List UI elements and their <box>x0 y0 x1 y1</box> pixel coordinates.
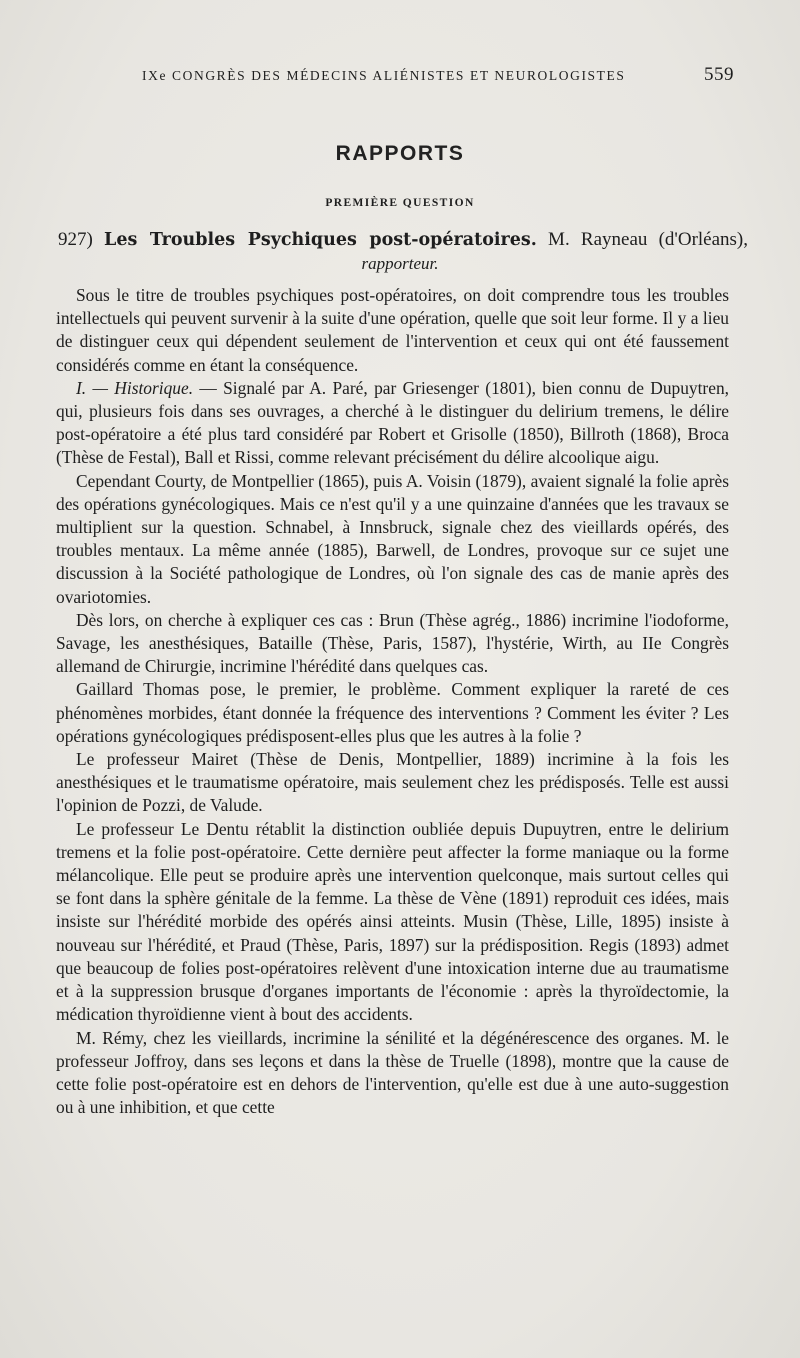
subsection-title: PREMIÈRE QUESTION <box>325 197 475 209</box>
paragraph: Sous le titre de troubles psychiques post-opératoires, on doit comprendre tous les troubles intellectuels qui peuvent survenir à la suite d'une opération, quelle que soit leur forme. Il y a lieu de distinguer ceux qui dépendent seulement de l'intervention et ceux qui ont été faussement considérés comme en étant la conséquence. <box>56 285 729 375</box>
historique-text: — Signalé par A. Paré, par Griesenger (1801), bien connu de Dupuytren, qui, plusieurs fois dans ses ouvrages, a cherché à le distinguer du delirium tremens, le délire post-opératoire a été plus tard considéré par Robert et Grisolle (1850), Billroth (1868), Broca (Thèse de Festal), Ball et Rissi, comme relevant précisément du délire alcoolique aigu. <box>56 377 729 468</box>
paragraph: Le professeur Mairet (Thèse de Denis, Montpellier, 1889) incrimine à la fois les anesthésiques et le traumatisme opératoire, mais seulement chez les prédisposés. Telle est aussi l'opinion de Pozzi, de Valude. <box>56 749 729 816</box>
article-heading <box>58 228 748 252</box>
article-role: rapporteur. <box>361 254 439 273</box>
running-header <box>142 64 734 86</box>
paragraph-historique <box>56 377 729 470</box>
article-number: 927) <box>58 229 93 250</box>
article-title: Les Troubles Psychiques post-opératoires. <box>104 230 537 250</box>
body-text <box>56 284 729 1119</box>
historique-label: I. — Historique. <box>76 377 194 398</box>
article-author: M. Rayneau (d'Orléans), <box>548 229 749 250</box>
paragraph: Dès lors, on cherche à expliquer ces cas : Brun (Thèse agrég., 1886) incrimine l'iodoforme, Savage, les anesthésiques, Bataille (Thèse, Paris, 1587), l'hystérie, Wirth, au IIe Congrès allemand de Chirurgie, incrimine l'hérédité dans quelques cas. <box>56 609 729 677</box>
section-title: RAPPORTS <box>335 142 465 165</box>
page-number: 559 <box>704 64 734 85</box>
paragraph: Gaillard Thomas pose, le premier, le problème. Comment expliquer la rareté de ces phénomènes morbides, étant donnée la fréquence des interventions ? Comment les éviter ? Les opérations gynécologiques prédisposent-elles plus que les autres à la folie ? <box>56 679 729 746</box>
paragraph: Cependant Courty, de Montpellier (1865), puis A. Voisin (1879), avaient signalé la folie après des opérations gynécologiques. Mais ce n'est qu'il y a une quinzaine d'années que les travaux se multiplient sur la question. Schnabel, à Innsbruck, signale chez des vieillards opérés, des troubles mentaux. La même année (1885), Barwell, de Londres, provoque sur ce sujet une discussion à la Société pathologique de Londres, où l'on signale des cas de manie après des ovariotomies. <box>56 470 729 607</box>
paragraph: M. Rémy, chez les vieillards, incrimine la sénilité et la dégénérescence des organes. M. le professeur Joffroy, dans ses leçons et dans la thèse de Truelle (1898), montre que la cause de cette folie post-opératoire est en dehors de l'intervention, qu'elle est due à une auto-suggestion ou à une inhibition, et que cette <box>56 1027 729 1118</box>
paragraph: Le professeur Le Dentu rétablit la distinction oubliée depuis Dupuytren, entre le delirium tremens et la folie post-opératoire. Cette dernière peut affecter la forme maniaque ou la forme mélancolique. Elle peut se produire après une intervention quelconque, mais surtout celles qui se font dans la sphère génitale de la femme. La thèse de Vène (1891) reproduit ces idées, mais insiste sur l'hérédité morbide des opérés ainsi atteints. Musin (Thèse, Lille, 1895) insiste à nouveau sur l'hérédité, et Praud (Thèse, Paris, 1897) sur la prédisposition. Regis (1893) admet que beaucoup de folies post-opératoires relèvent d'une intoxication interne due au traumatisme et à la suppression brusque d'organes importants de l'économie : après la thyroïdectomie, la médication thyroïdienne vient à bout des accidents. <box>56 818 729 1025</box>
running-title: IXe CONGRÈS DES MÉDECINS ALIÉNISTES ET NEUROLOGISTES <box>142 68 626 83</box>
